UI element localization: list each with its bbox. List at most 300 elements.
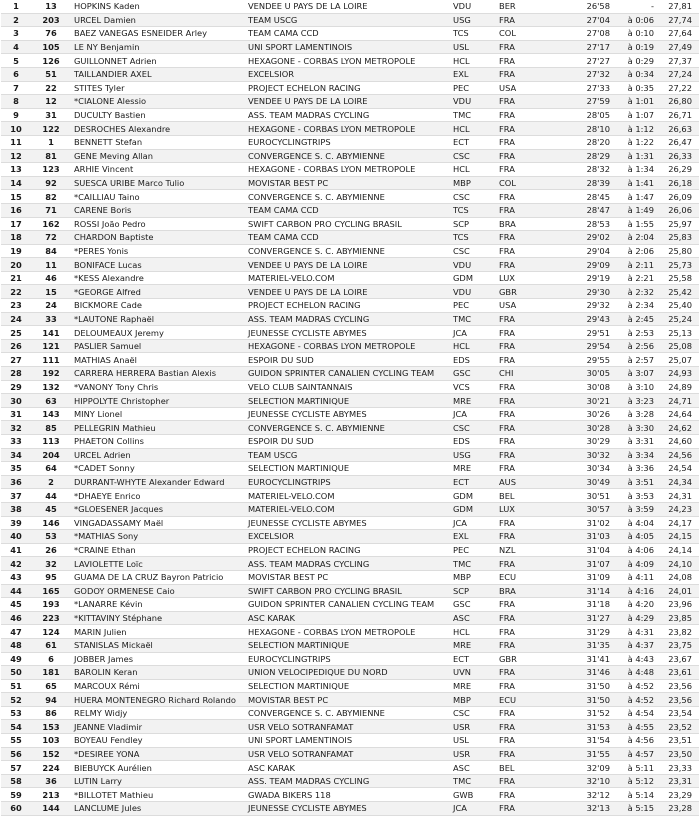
team-name-cell: MATERIEL-VELO.COM	[246, 271, 451, 285]
table-row	[1, 285, 699, 299]
time-cell: 31'41	[574, 652, 614, 666]
average-speed-cell: 26,33	[658, 149, 699, 163]
average-speed-cell: 27,37	[658, 54, 699, 68]
rank-cell: 55	[1, 734, 31, 748]
team-code-cell: VDU	[451, 95, 497, 109]
time-gap-cell: à 3:36	[614, 462, 658, 476]
team-code-cell: ASC	[451, 611, 497, 625]
average-speed-cell: 23,50	[658, 747, 699, 761]
average-speed-cell: 27,22	[658, 81, 699, 95]
rider-name-cell: *CIALONE Alessio	[71, 95, 246, 109]
table-row	[1, 448, 699, 462]
average-speed-cell: 24,01	[658, 584, 699, 598]
team-name-cell: SELECTION MARTINIQUE	[246, 462, 451, 476]
time-cell: 31'50	[574, 693, 614, 707]
nationality-cell: NZL	[497, 543, 574, 557]
team-code-cell: GSC	[451, 367, 497, 381]
time-gap-cell: à 4:04	[614, 516, 658, 530]
nationality-cell: COL	[497, 176, 574, 190]
table-row	[1, 570, 699, 584]
rank-cell: 1	[1, 0, 31, 13]
nationality-cell: BRA	[497, 217, 574, 231]
team-name-cell: VENDEE U PAYS DE LA LOIRE	[246, 0, 451, 13]
rider-name-cell: *LAUTONE Raphaël	[71, 312, 246, 326]
table-row	[1, 557, 699, 571]
bib-cell: 71	[31, 203, 71, 217]
nationality-cell: FRA	[497, 149, 574, 163]
nationality-cell: FRA	[497, 54, 574, 68]
time-gap-cell: à 3:30	[614, 421, 658, 435]
time-cell: 31'14	[574, 584, 614, 598]
time-cell: 30'32	[574, 448, 614, 462]
bib-cell: 81	[31, 149, 71, 163]
bib-cell: 11	[31, 258, 71, 272]
rank-cell: 53	[1, 706, 31, 720]
rider-name-cell: LANCLUME Jules	[71, 802, 246, 816]
time-gap-cell: à 1:49	[614, 203, 658, 217]
table-row	[1, 54, 699, 68]
rank-cell: 31	[1, 407, 31, 421]
rider-name-cell: *CRAINE Ethan	[71, 543, 246, 557]
rider-name-cell: VINGADASSAMY Maël	[71, 516, 246, 530]
time-cell: 28'32	[574, 163, 614, 177]
nationality-cell: FRA	[497, 788, 574, 802]
bib-cell: 181	[31, 666, 71, 680]
bib-cell: 92	[31, 176, 71, 190]
team-code-cell: MBP	[451, 693, 497, 707]
time-cell: 29'54	[574, 339, 614, 353]
nationality-cell: FRA	[497, 244, 574, 258]
bib-cell: 123	[31, 163, 71, 177]
table-row	[1, 394, 699, 408]
bib-cell: 124	[31, 625, 71, 639]
nationality-cell: AUS	[497, 475, 574, 489]
time-gap-cell: à 4:11	[614, 570, 658, 584]
team-code-cell: CSC	[451, 421, 497, 435]
time-gap-cell: à 5:11	[614, 761, 658, 775]
team-name-cell: ASS. TEAM MADRAS CYCLING	[246, 557, 451, 571]
time-cell: 30'05	[574, 367, 614, 381]
team-code-cell: GWB	[451, 788, 497, 802]
rider-name-cell: *DESIREE YONA	[71, 747, 246, 761]
bib-cell: 223	[31, 611, 71, 625]
time-gap-cell: à 0:10	[614, 27, 658, 41]
team-code-cell: GSC	[451, 598, 497, 612]
average-speed-cell: 25,80	[658, 244, 699, 258]
rank-cell: 21	[1, 271, 31, 285]
rider-name-cell: BIEBUYCK Aurélien	[71, 761, 246, 775]
time-cell: 31'50	[574, 679, 614, 693]
average-speed-cell: 25,24	[658, 312, 699, 326]
rank-cell: 58	[1, 774, 31, 788]
team-code-cell: EDS	[451, 353, 497, 367]
rank-cell: 15	[1, 190, 31, 204]
time-cell: 29'30	[574, 285, 614, 299]
team-code-cell: VCS	[451, 380, 497, 394]
team-name-cell: EXCELSIOR	[246, 530, 451, 544]
team-name-cell: CONVERGENCE S. C. ABYMIENNE	[246, 706, 451, 720]
time-cell: 31'09	[574, 570, 614, 584]
table-row	[1, 217, 699, 231]
bib-cell: 32	[31, 557, 71, 571]
rank-cell: 48	[1, 638, 31, 652]
team-name-cell: JEUNESSE CYCLISTE ABYMES	[246, 802, 451, 816]
team-code-cell: HCL	[451, 54, 497, 68]
team-name-cell: UNION VELOCIPEDIQUE DU NORD	[246, 666, 451, 680]
rank-cell: 13	[1, 163, 31, 177]
team-name-cell: GUIDON SPRINTER CANALIEN CYCLING TEAM	[246, 598, 451, 612]
nationality-cell: FRA	[497, 135, 574, 149]
time-gap-cell: à 0:35	[614, 81, 658, 95]
average-speed-cell: 25,73	[658, 258, 699, 272]
rank-cell: 6	[1, 67, 31, 81]
bib-cell: 132	[31, 380, 71, 394]
time-gap-cell: à 4:06	[614, 543, 658, 557]
team-name-cell: HEXAGONE - CORBAS LYON METROPOLE	[246, 54, 451, 68]
team-name-cell: ASC KARAK	[246, 761, 451, 775]
rank-cell: 14	[1, 176, 31, 190]
bib-cell: 85	[31, 421, 71, 435]
bib-cell: 31	[31, 108, 71, 122]
team-name-cell: ESPOIR DU SUD	[246, 435, 451, 449]
average-speed-cell: 23,28	[658, 802, 699, 816]
table-row	[1, 598, 699, 612]
table-row	[1, 462, 699, 476]
team-code-cell: ECT	[451, 135, 497, 149]
time-cell: 26'58	[574, 0, 614, 13]
bib-cell: 141	[31, 326, 71, 340]
rider-name-cell: *KESS Alexandre	[71, 271, 246, 285]
nationality-cell: FRA	[497, 326, 574, 340]
average-speed-cell: 23,33	[658, 761, 699, 775]
time-gap-cell: à 2:56	[614, 339, 658, 353]
rider-name-cell: PHAETON Collins	[71, 435, 246, 449]
nationality-cell: LUX	[497, 502, 574, 516]
rider-name-cell: HUERA MONTENEGRO Richard Rolando	[71, 693, 246, 707]
rank-cell: 45	[1, 598, 31, 612]
bib-cell: 45	[31, 502, 71, 516]
time-gap-cell: à 2:11	[614, 258, 658, 272]
nationality-cell: GBR	[497, 652, 574, 666]
time-cell: 32'13	[574, 802, 614, 816]
average-speed-cell: 24,93	[658, 367, 699, 381]
team-name-cell: HEXAGONE - CORBAS LYON METROPOLE	[246, 339, 451, 353]
rider-name-cell: *BILLOTET Mathieu	[71, 788, 246, 802]
table-row	[1, 231, 699, 245]
time-gap-cell: à 4:20	[614, 598, 658, 612]
time-cell: 27'17	[574, 40, 614, 54]
rank-cell: 40	[1, 530, 31, 544]
nationality-cell: FRA	[497, 312, 574, 326]
average-speed-cell: 25,08	[658, 339, 699, 353]
rank-cell: 38	[1, 502, 31, 516]
time-cell: 28'20	[574, 135, 614, 149]
rider-name-cell: PASLIER Samuel	[71, 339, 246, 353]
nationality-cell: FRA	[497, 203, 574, 217]
rank-cell: 44	[1, 584, 31, 598]
time-cell: 31'53	[574, 720, 614, 734]
team-code-cell: TCS	[451, 231, 497, 245]
table-row	[1, 163, 699, 177]
time-gap-cell: à 4:16	[614, 584, 658, 598]
rider-name-cell: *PERES Yonis	[71, 244, 246, 258]
team-code-cell: TCS	[451, 27, 497, 41]
average-speed-cell: 27,24	[658, 67, 699, 81]
time-gap-cell: à 0:29	[614, 54, 658, 68]
team-code-cell: CSC	[451, 149, 497, 163]
nationality-cell: FRA	[497, 40, 574, 54]
average-speed-cell: 24,10	[658, 557, 699, 571]
rank-cell: 24	[1, 312, 31, 326]
rank-cell: 12	[1, 149, 31, 163]
average-speed-cell: 24,60	[658, 435, 699, 449]
team-code-cell: HCL	[451, 339, 497, 353]
time-gap-cell: à 4:43	[614, 652, 658, 666]
table-row	[1, 652, 699, 666]
time-gap-cell: à 4:05	[614, 530, 658, 544]
team-name-cell: PROJECT ECHELON RACING	[246, 81, 451, 95]
table-row	[1, 435, 699, 449]
time-cell: 28'45	[574, 190, 614, 204]
average-speed-cell: 24,15	[658, 530, 699, 544]
time-gap-cell: à 5:14	[614, 788, 658, 802]
rider-name-cell: LUTIN Larry	[71, 774, 246, 788]
time-cell: 31'35	[574, 638, 614, 652]
time-cell: 28'29	[574, 149, 614, 163]
team-name-cell: EXCELSIOR	[246, 67, 451, 81]
team-name-cell: SWIFT CARBON PRO CYCLING BRASIL	[246, 584, 451, 598]
average-speed-cell: 25,07	[658, 353, 699, 367]
time-cell: 27'59	[574, 95, 614, 109]
average-speed-cell: 24,64	[658, 407, 699, 421]
average-speed-cell: 25,97	[658, 217, 699, 231]
average-speed-cell: 23,67	[658, 652, 699, 666]
bib-cell: 224	[31, 761, 71, 775]
time-cell: 32'10	[574, 774, 614, 788]
team-name-cell: TEAM CAMA CCD	[246, 231, 451, 245]
nationality-cell: FRA	[497, 258, 574, 272]
team-name-cell: EUROCYCLINGTRIPS	[246, 475, 451, 489]
time-cell: 30'28	[574, 421, 614, 435]
time-gap-cell: à 2:57	[614, 353, 658, 367]
time-cell: 31'46	[574, 666, 614, 680]
bib-cell: 153	[31, 720, 71, 734]
bib-cell: 64	[31, 462, 71, 476]
rider-name-cell: TAILLANDIER AXEL	[71, 67, 246, 81]
average-speed-cell: 24,14	[658, 543, 699, 557]
table-row	[1, 706, 699, 720]
team-code-cell: USL	[451, 734, 497, 748]
rank-cell: 28	[1, 367, 31, 381]
rider-name-cell: *DHAEYE Enrico	[71, 489, 246, 503]
bib-cell: 72	[31, 231, 71, 245]
rank-cell: 29	[1, 380, 31, 394]
team-code-cell: VDU	[451, 0, 497, 13]
nationality-cell: FRA	[497, 516, 574, 530]
time-cell: 28'05	[574, 108, 614, 122]
rank-cell: 27	[1, 353, 31, 367]
team-code-cell: EXL	[451, 530, 497, 544]
table-row	[1, 611, 699, 625]
average-speed-cell: 26,47	[658, 135, 699, 149]
nationality-cell: GBR	[497, 285, 574, 299]
rider-name-cell: ROSSI João Pedro	[71, 217, 246, 231]
time-gap-cell: à 5:12	[614, 774, 658, 788]
rank-cell: 54	[1, 720, 31, 734]
average-speed-cell: 24,62	[658, 421, 699, 435]
rider-name-cell: BENNETT Stefan	[71, 135, 246, 149]
rider-name-cell: GENE Meving Allan	[71, 149, 246, 163]
time-gap-cell: à 2:53	[614, 326, 658, 340]
time-gap-cell: à 1:47	[614, 190, 658, 204]
average-speed-cell: 26,29	[658, 163, 699, 177]
team-name-cell: USR VELO SOTRANFAMAT	[246, 720, 451, 734]
rider-name-cell: BOYEAU Fendley	[71, 734, 246, 748]
rank-cell: 20	[1, 258, 31, 272]
rank-cell: 16	[1, 203, 31, 217]
rank-cell: 26	[1, 339, 31, 353]
team-code-cell: MRE	[451, 462, 497, 476]
rank-cell: 35	[1, 462, 31, 476]
rank-cell: 10	[1, 122, 31, 136]
rider-name-cell: MATHIAS Anaël	[71, 353, 246, 367]
team-code-cell: HCL	[451, 625, 497, 639]
rider-name-cell: GODOY ORMENESE Caio	[71, 584, 246, 598]
rider-name-cell: JEANNE Vladimir	[71, 720, 246, 734]
team-name-cell: ASC KARAK	[246, 611, 451, 625]
bib-cell: 203	[31, 13, 71, 27]
time-gap-cell: à 4:57	[614, 747, 658, 761]
bib-cell: 12	[31, 95, 71, 109]
team-name-cell: GWADA BIKERS 118	[246, 788, 451, 802]
team-code-cell: CSC	[451, 244, 497, 258]
table-row	[1, 625, 699, 639]
table-row	[1, 802, 699, 816]
table-row	[1, 190, 699, 204]
rank-cell: 17	[1, 217, 31, 231]
table-row	[1, 108, 699, 122]
time-cell: 31'52	[574, 706, 614, 720]
team-code-cell: MRE	[451, 394, 497, 408]
average-speed-cell: 23,54	[658, 706, 699, 720]
table-row	[1, 380, 699, 394]
average-speed-cell: 24,17	[658, 516, 699, 530]
time-gap-cell: à 4:37	[614, 638, 658, 652]
rank-cell: 4	[1, 40, 31, 54]
bib-cell: 86	[31, 706, 71, 720]
average-speed-cell: 24,54	[658, 462, 699, 476]
time-cell: 27'33	[574, 81, 614, 95]
time-cell: 32'09	[574, 761, 614, 775]
team-name-cell: TEAM USCG	[246, 13, 451, 27]
bib-cell: 122	[31, 122, 71, 136]
rider-name-cell: BAEZ VANEGAS ESNEIDER Arley	[71, 27, 246, 41]
team-name-cell: MOVISTAR BEST PC	[246, 176, 451, 190]
table-row	[1, 489, 699, 503]
rank-cell: 7	[1, 81, 31, 95]
time-cell: 29'04	[574, 244, 614, 258]
rank-cell: 47	[1, 625, 31, 639]
team-code-cell: VDU	[451, 258, 497, 272]
time-gap-cell: à 1:07	[614, 108, 658, 122]
rank-cell: 42	[1, 557, 31, 571]
team-code-cell: MRE	[451, 679, 497, 693]
time-gap-cell: à 3:10	[614, 380, 658, 394]
team-name-cell: USR VELO SOTRANFAMAT	[246, 747, 451, 761]
time-cell: 30'49	[574, 475, 614, 489]
time-gap-cell: à 1:12	[614, 122, 658, 136]
nationality-cell: FRA	[497, 598, 574, 612]
nationality-cell: FRA	[497, 557, 574, 571]
average-speed-cell: 24,34	[658, 475, 699, 489]
average-speed-cell: 24,56	[658, 448, 699, 462]
table-row	[1, 421, 699, 435]
average-speed-cell: 25,58	[658, 271, 699, 285]
time-cell: 31'55	[574, 747, 614, 761]
nationality-cell: FRA	[497, 611, 574, 625]
time-gap-cell: à 4:09	[614, 557, 658, 571]
team-code-cell: MRE	[451, 638, 497, 652]
table-row	[1, 67, 699, 81]
time-cell: 28'47	[574, 203, 614, 217]
table-row	[1, 788, 699, 802]
team-code-cell: CSC	[451, 190, 497, 204]
bib-cell: 53	[31, 530, 71, 544]
team-name-cell: PROJECT ECHELON RACING	[246, 543, 451, 557]
team-code-cell: SCP	[451, 217, 497, 231]
rider-name-cell: BONIFACE Lucas	[71, 258, 246, 272]
team-name-cell: VENDEE U PAYS DE LA LOIRE	[246, 95, 451, 109]
bib-cell: 103	[31, 734, 71, 748]
rank-cell: 57	[1, 761, 31, 775]
average-speed-cell: 23,75	[658, 638, 699, 652]
team-name-cell: CONVERGENCE S. C. ABYMIENNE	[246, 149, 451, 163]
table-row	[1, 149, 699, 163]
nationality-cell: FRA	[497, 530, 574, 544]
time-cell: 29'19	[574, 271, 614, 285]
rider-name-cell: *CADET Sonny	[71, 462, 246, 476]
rider-name-cell: MINY Lionel	[71, 407, 246, 421]
rank-cell: 22	[1, 285, 31, 299]
rider-name-cell: DELOUMEAUX Jeremy	[71, 326, 246, 340]
average-speed-cell: 27,74	[658, 13, 699, 27]
rider-name-cell: DURRANT-WHYTE Alexander Edward	[71, 475, 246, 489]
nationality-cell: USA	[497, 81, 574, 95]
rank-cell: 18	[1, 231, 31, 245]
nationality-cell: FRA	[497, 462, 574, 476]
rank-cell: 46	[1, 611, 31, 625]
time-cell: 31'29	[574, 625, 614, 639]
average-speed-cell: 23,56	[658, 679, 699, 693]
team-name-cell: HEXAGONE - CORBAS LYON METROPOLE	[246, 163, 451, 177]
rider-name-cell: *MATHIAS Sony	[71, 530, 246, 544]
rider-name-cell: BICKMORE Cade	[71, 299, 246, 313]
rider-name-cell: MARIN Julien	[71, 625, 246, 639]
table-row	[1, 475, 699, 489]
team-code-cell: MBP	[451, 570, 497, 584]
bib-cell: 143	[31, 407, 71, 421]
nationality-cell: FRA	[497, 13, 574, 27]
team-name-cell: MATERIEL-VELO.COM	[246, 502, 451, 516]
team-name-cell: JEUNESSE CYCLISTE ABYMES	[246, 326, 451, 340]
time-cell: 31'54	[574, 734, 614, 748]
team-code-cell: ECT	[451, 475, 497, 489]
bib-cell: 33	[31, 312, 71, 326]
table-row	[1, 530, 699, 544]
table-row	[1, 176, 699, 190]
average-speed-cell: 27,81	[658, 0, 699, 13]
team-code-cell: CSC	[451, 706, 497, 720]
